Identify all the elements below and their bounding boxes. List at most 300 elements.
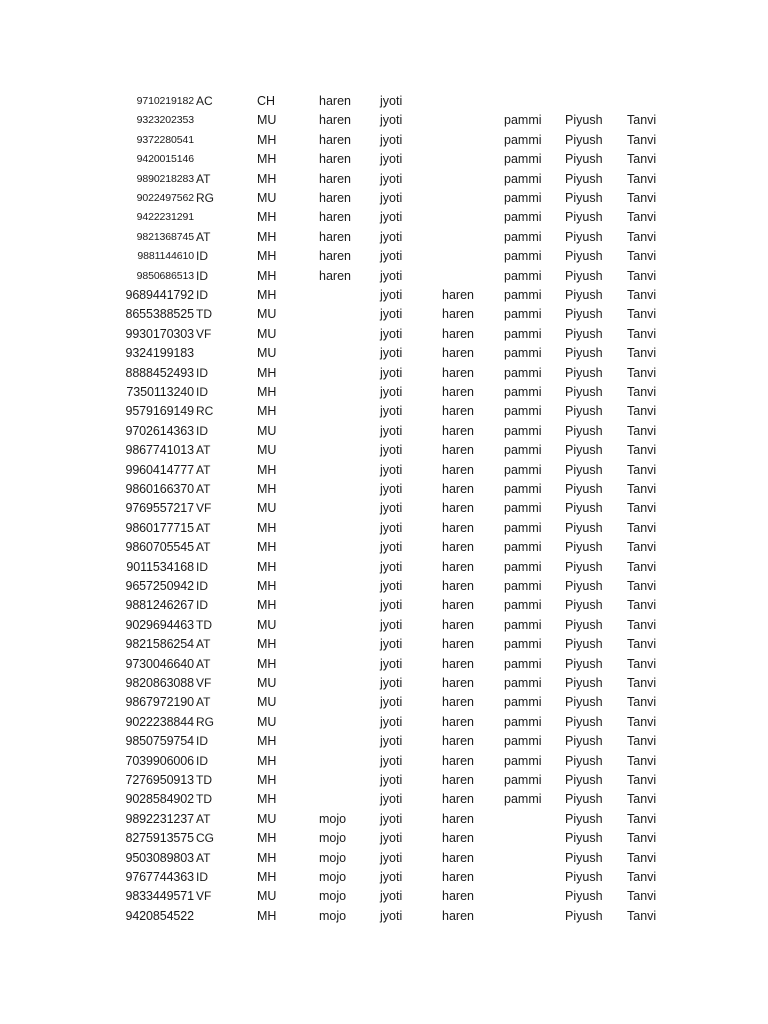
table-row <box>0 228 768 247</box>
name-cell-b: jyoti <box>380 792 403 807</box>
name-cell-f: Tanvi <box>627 695 657 710</box>
name-cell-d: pammi <box>504 365 542 380</box>
table-row <box>0 849 768 868</box>
name-cell-f: Tanvi <box>627 540 657 555</box>
name-cell-e: Piyush <box>565 637 603 652</box>
state-cell: MH <box>257 385 277 399</box>
name-cell-e: Piyush <box>565 579 603 593</box>
phone-number-cell: 9860705545 <box>125 540 194 555</box>
name-cell-e: Piyush <box>565 811 603 826</box>
name-cell-b: jyoti <box>380 734 403 749</box>
name-cell-a: haren <box>319 132 351 147</box>
name-cell-c: haren <box>442 831 474 846</box>
phone-number-cell: 9323202353 <box>136 114 194 127</box>
state-cell: MH <box>257 850 277 865</box>
phone-number-cell: 9860166370 <box>125 482 194 496</box>
code-cell: ID <box>196 734 208 749</box>
table-row <box>0 752 768 771</box>
name-cell-f: Tanvi <box>627 811 657 826</box>
name-cell-e: Piyush <box>565 385 603 399</box>
name-cell-e: Piyush <box>565 695 603 710</box>
name-cell-c: haren <box>442 811 474 826</box>
code-cell: VF <box>196 889 212 904</box>
name-cell-e: Piyush <box>565 249 603 264</box>
name-cell-b: jyoti <box>380 831 403 846</box>
name-cell-a: haren <box>319 191 351 205</box>
phone-number-cell: 8275913575 <box>125 831 194 846</box>
name-cell-d: pammi <box>504 792 542 807</box>
name-cell-f: Tanvi <box>627 753 657 768</box>
state-cell: MH <box>257 210 277 225</box>
name-cell-a: haren <box>319 229 351 244</box>
phone-number-cell: 9420854522 <box>125 908 194 923</box>
name-cell-f: Tanvi <box>627 268 657 283</box>
name-cell-d: pammi <box>504 656 542 671</box>
code-cell: TD <box>196 773 212 787</box>
state-cell: MU <box>257 889 277 904</box>
name-cell-e: Piyush <box>565 617 603 632</box>
phone-number-cell: 8888452493 <box>125 365 194 380</box>
state-cell: MH <box>257 462 277 477</box>
name-cell-f: Tanvi <box>627 656 657 671</box>
name-cell-d: pammi <box>504 734 542 749</box>
phone-number-cell: 9372280541 <box>136 133 194 146</box>
phone-number-cell: 9022497562 <box>136 192 194 204</box>
state-cell: MH <box>257 831 277 846</box>
name-cell-d: pammi <box>504 132 542 147</box>
name-cell-f: Tanvi <box>627 210 657 225</box>
name-cell-f: Tanvi <box>627 714 657 729</box>
name-cell-f: Tanvi <box>627 579 657 593</box>
name-cell-f: Tanvi <box>627 443 657 458</box>
name-cell-f: Tanvi <box>627 501 657 516</box>
name-cell-a: haren <box>319 113 351 128</box>
state-cell: MH <box>257 870 277 884</box>
name-cell-b: jyoti <box>380 443 403 458</box>
name-cell-f: Tanvi <box>627 676 657 690</box>
name-cell-b: jyoti <box>380 113 403 128</box>
name-cell-d: pammi <box>504 423 542 438</box>
name-cell-e: Piyush <box>565 229 603 244</box>
name-cell-b: jyoti <box>380 385 403 399</box>
name-cell-d: pammi <box>504 268 542 283</box>
name-cell-a: haren <box>319 210 351 225</box>
name-cell-c: haren <box>442 501 474 516</box>
name-cell-c: haren <box>442 656 474 671</box>
name-cell-b: jyoti <box>380 423 403 438</box>
table-row <box>0 577 768 596</box>
name-cell-d: pammi <box>504 501 542 516</box>
name-cell-c: haren <box>442 307 474 322</box>
phone-number-cell: 9821586254 <box>125 637 194 652</box>
name-cell-e: Piyush <box>565 520 603 535</box>
state-cell: MH <box>257 734 277 749</box>
name-cell-e: Piyush <box>565 326 603 341</box>
name-cell-f: Tanvi <box>627 152 657 167</box>
code-cell: AT <box>196 540 211 555</box>
table-row <box>0 344 768 363</box>
table-row <box>0 713 768 732</box>
phone-number-cell: 9867972190 <box>125 695 194 710</box>
table-row <box>0 461 768 480</box>
name-cell-b: jyoti <box>380 152 403 167</box>
name-cell-b: jyoti <box>380 482 403 496</box>
code-cell: RG <box>196 714 214 729</box>
name-cell-e: Piyush <box>565 191 603 205</box>
state-cell: MH <box>257 404 277 419</box>
code-cell: ID <box>196 385 208 399</box>
state-cell: MH <box>257 365 277 380</box>
name-cell-c: haren <box>442 462 474 477</box>
table-row <box>0 655 768 674</box>
name-cell-e: Piyush <box>565 365 603 380</box>
table-row <box>0 635 768 654</box>
code-cell: ID <box>196 870 208 884</box>
name-cell-d: pammi <box>504 210 542 225</box>
name-cell-b: jyoti <box>380 637 403 652</box>
name-cell-e: Piyush <box>565 113 603 128</box>
state-cell: MU <box>257 326 277 341</box>
code-cell: ID <box>196 423 208 438</box>
name-cell-d: pammi <box>504 326 542 341</box>
name-cell-c: haren <box>442 346 474 361</box>
name-cell-d: pammi <box>504 346 542 361</box>
phone-number-cell: 9821368745 <box>136 230 194 243</box>
name-cell-b: jyoti <box>380 288 403 302</box>
name-cell-b: jyoti <box>380 171 403 186</box>
table-row <box>0 170 768 189</box>
name-cell-b: jyoti <box>380 268 403 283</box>
table-row <box>0 441 768 460</box>
state-cell: MU <box>257 501 277 516</box>
state-cell: MU <box>257 811 277 826</box>
phone-number-cell: 9881246267 <box>125 598 194 613</box>
name-cell-e: Piyush <box>565 423 603 438</box>
table-row <box>0 150 768 169</box>
table-row <box>0 402 768 421</box>
state-cell: MU <box>257 714 277 729</box>
name-cell-e: Piyush <box>565 268 603 283</box>
name-cell-c: haren <box>442 870 474 884</box>
name-cell-b: jyoti <box>380 249 403 264</box>
name-cell-e: Piyush <box>565 540 603 555</box>
phone-number-cell: 9769557217 <box>125 501 194 516</box>
name-cell-f: Tanvi <box>627 773 657 787</box>
name-cell-f: Tanvi <box>627 307 657 322</box>
name-cell-c: haren <box>442 889 474 904</box>
code-cell: ID <box>196 249 208 264</box>
table-row <box>0 208 768 227</box>
name-cell-d: pammi <box>504 113 542 128</box>
name-cell-e: Piyush <box>565 501 603 516</box>
phone-number-cell: 9960414777 <box>125 462 194 477</box>
name-cell-c: haren <box>442 598 474 613</box>
name-cell-e: Piyush <box>565 889 603 904</box>
code-cell: TD <box>196 617 212 632</box>
code-cell: AT <box>196 850 211 865</box>
state-cell: MH <box>257 792 277 807</box>
name-cell-e: Piyush <box>565 288 603 302</box>
name-cell-d: pammi <box>504 676 542 690</box>
name-cell-f: Tanvi <box>627 346 657 361</box>
name-cell-f: Tanvi <box>627 326 657 341</box>
name-cell-e: Piyush <box>565 132 603 147</box>
code-cell: CG <box>196 831 214 846</box>
name-cell-c: haren <box>442 482 474 496</box>
name-cell-b: jyoti <box>380 520 403 535</box>
name-cell-c: haren <box>442 404 474 419</box>
name-cell-c: haren <box>442 579 474 593</box>
table-row <box>0 364 768 383</box>
phone-number-cell: 9028584902 <box>125 792 194 807</box>
name-cell-b: jyoti <box>380 346 403 361</box>
state-cell: MH <box>257 540 277 555</box>
table-row <box>0 693 768 712</box>
name-cell-b: jyoti <box>380 753 403 768</box>
name-cell-f: Tanvi <box>627 734 657 749</box>
code-cell: AT <box>196 443 211 458</box>
phone-number-cell: 9892231237 <box>125 811 194 826</box>
name-cell-b: jyoti <box>380 870 403 884</box>
name-cell-a: mojo <box>319 811 347 826</box>
state-cell: MH <box>257 268 277 283</box>
code-cell: VF <box>196 501 212 516</box>
name-cell-f: Tanvi <box>627 559 657 574</box>
table-row <box>0 558 768 577</box>
phone-number-cell: 9657250942 <box>125 579 194 593</box>
name-cell-b: jyoti <box>380 210 403 225</box>
name-cell-d: pammi <box>504 520 542 535</box>
name-cell-d: pammi <box>504 229 542 244</box>
name-cell-d: pammi <box>504 443 542 458</box>
table-row <box>0 790 768 809</box>
name-cell-f: Tanvi <box>627 637 657 652</box>
phone-number-cell: 9850686513 <box>136 269 194 282</box>
name-cell-e: Piyush <box>565 753 603 768</box>
table-row <box>0 907 768 926</box>
code-cell: ID <box>196 268 208 283</box>
name-cell-e: Piyush <box>565 773 603 787</box>
code-cell: ID <box>196 559 208 574</box>
name-cell-f: Tanvi <box>627 423 657 438</box>
code-cell: ID <box>196 365 208 380</box>
name-cell-a: haren <box>319 249 351 264</box>
name-cell-b: jyoti <box>380 656 403 671</box>
state-cell: MU <box>257 113 277 128</box>
table-row <box>0 887 768 906</box>
name-cell-f: Tanvi <box>627 870 657 884</box>
name-cell-d: pammi <box>504 598 542 613</box>
state-cell: MH <box>257 520 277 535</box>
state-cell: MH <box>257 598 277 613</box>
table-row <box>0 305 768 324</box>
state-cell: MH <box>257 908 277 923</box>
name-cell-d: pammi <box>504 617 542 632</box>
table-row <box>0 111 768 130</box>
code-cell: AT <box>196 695 211 710</box>
name-cell-f: Tanvi <box>627 462 657 477</box>
name-cell-e: Piyush <box>565 307 603 322</box>
name-cell-e: Piyush <box>565 559 603 574</box>
phone-number-cell: 9767744363 <box>125 870 194 884</box>
name-cell-c: haren <box>442 326 474 341</box>
name-cell-e: Piyush <box>565 714 603 729</box>
name-cell-f: Tanvi <box>627 404 657 419</box>
phone-number-cell: 9890218283 <box>136 172 194 185</box>
code-cell: TD <box>196 792 212 807</box>
table-row <box>0 267 768 286</box>
name-cell-d: pammi <box>504 307 542 322</box>
name-cell-c: haren <box>442 365 474 380</box>
state-cell: MH <box>257 249 277 264</box>
name-cell-f: Tanvi <box>627 229 657 244</box>
name-cell-e: Piyush <box>565 152 603 167</box>
name-cell-d: pammi <box>504 559 542 574</box>
name-cell-f: Tanvi <box>627 617 657 632</box>
table-row <box>0 616 768 635</box>
state-cell: MU <box>257 443 277 458</box>
phone-number-cell: 9011534168 <box>126 559 194 574</box>
name-cell-f: Tanvi <box>627 520 657 535</box>
name-cell-c: haren <box>442 443 474 458</box>
phone-number-cell: 9833449571 <box>125 889 194 904</box>
name-cell-d: pammi <box>504 482 542 496</box>
phone-number-cell: 9710219182 <box>136 95 194 107</box>
name-cell-b: jyoti <box>380 462 403 477</box>
phone-number-cell: 7350113240 <box>126 385 194 399</box>
name-cell-a: haren <box>319 268 351 283</box>
name-cell-a: haren <box>319 152 351 167</box>
name-cell-d: pammi <box>504 191 542 205</box>
name-cell-f: Tanvi <box>627 288 657 302</box>
name-cell-c: haren <box>442 695 474 710</box>
phone-number-cell: 9420015146 <box>136 153 194 166</box>
name-cell-c: haren <box>442 617 474 632</box>
phone-number-cell: 9850759754 <box>125 734 194 749</box>
name-cell-f: Tanvi <box>627 598 657 613</box>
name-cell-d: pammi <box>504 171 542 186</box>
name-cell-b: jyoti <box>380 94 403 108</box>
name-cell-c: haren <box>442 385 474 399</box>
phone-number-cell: 9579169149 <box>125 404 194 419</box>
name-cell-b: jyoti <box>380 617 403 632</box>
table-row <box>0 92 768 111</box>
state-cell: MH <box>257 132 277 147</box>
state-cell: MH <box>257 171 277 186</box>
name-cell-f: Tanvi <box>627 191 657 205</box>
name-cell-b: jyoti <box>380 307 403 322</box>
table-row <box>0 674 768 693</box>
code-cell: ID <box>196 288 208 302</box>
name-cell-e: Piyush <box>565 870 603 884</box>
name-cell-a: mojo <box>319 870 347 884</box>
code-cell: RG <box>196 191 214 205</box>
code-cell: VF <box>196 326 212 341</box>
name-cell-e: Piyush <box>565 210 603 225</box>
name-cell-e: Piyush <box>565 792 603 807</box>
name-cell-e: Piyush <box>565 734 603 749</box>
name-cell-e: Piyush <box>565 676 603 690</box>
name-cell-e: Piyush <box>565 482 603 496</box>
name-cell-a: haren <box>319 171 351 186</box>
table-row <box>0 480 768 499</box>
phone-number-cell: 9881144610 <box>137 250 194 263</box>
phone-number-cell: 7039906006 <box>125 753 194 768</box>
name-cell-e: Piyush <box>565 850 603 865</box>
name-cell-f: Tanvi <box>627 908 657 923</box>
table-row <box>0 829 768 848</box>
name-cell-b: jyoti <box>380 695 403 710</box>
name-cell-c: haren <box>442 520 474 535</box>
name-cell-c: haren <box>442 540 474 555</box>
name-cell-b: jyoti <box>380 579 403 593</box>
state-cell: MU <box>257 191 277 205</box>
name-cell-c: haren <box>442 908 474 923</box>
name-cell-c: haren <box>442 714 474 729</box>
phone-number-cell: 9702614363 <box>125 423 194 438</box>
name-cell-c: haren <box>442 559 474 574</box>
phone-number-cell: 9022238844 <box>125 714 194 729</box>
name-cell-d: pammi <box>504 637 542 652</box>
name-cell-b: jyoti <box>380 773 403 787</box>
code-cell: AT <box>196 229 211 244</box>
name-cell-c: haren <box>442 637 474 652</box>
name-cell-c: haren <box>442 423 474 438</box>
name-cell-b: jyoti <box>380 850 403 865</box>
phone-number-cell: 9689441792 <box>125 288 194 302</box>
code-cell: AT <box>196 520 211 535</box>
name-cell-f: Tanvi <box>627 792 657 807</box>
name-cell-e: Piyush <box>565 908 603 923</box>
name-cell-d: pammi <box>504 773 542 787</box>
name-cell-f: Tanvi <box>627 850 657 865</box>
name-cell-b: jyoti <box>380 229 403 244</box>
name-cell-f: Tanvi <box>627 365 657 380</box>
name-cell-c: haren <box>442 288 474 302</box>
name-cell-c: haren <box>442 773 474 787</box>
state-cell: MU <box>257 307 277 322</box>
state-cell: MH <box>257 559 277 574</box>
table-row <box>0 771 768 790</box>
phone-number-cell: 9324199183 <box>125 346 194 361</box>
code-cell: AT <box>196 637 211 652</box>
table-row <box>0 189 768 208</box>
name-cell-f: Tanvi <box>627 132 657 147</box>
name-cell-f: Tanvi <box>627 385 657 399</box>
name-cell-e: Piyush <box>565 462 603 477</box>
name-cell-b: jyoti <box>380 404 403 419</box>
state-cell: MH <box>257 152 277 167</box>
name-cell-b: jyoti <box>380 811 403 826</box>
code-cell: TD <box>196 307 212 322</box>
name-cell-d: pammi <box>504 404 542 419</box>
state-cell: MU <box>257 346 277 361</box>
state-cell: MH <box>257 288 277 302</box>
name-cell-d: pammi <box>504 462 542 477</box>
name-cell-d: pammi <box>504 288 542 302</box>
name-cell-d: pammi <box>504 152 542 167</box>
code-cell: AT <box>196 171 211 186</box>
phone-number-cell: 7276950913 <box>125 773 194 787</box>
code-cell: ID <box>196 598 208 613</box>
name-cell-b: jyoti <box>380 714 403 729</box>
name-cell-d: pammi <box>504 579 542 593</box>
phone-number-cell: 9730046640 <box>125 656 194 671</box>
table-row <box>0 422 768 441</box>
name-cell-b: jyoti <box>380 191 403 205</box>
code-cell: AT <box>196 482 211 496</box>
name-cell-b: jyoti <box>380 676 403 690</box>
